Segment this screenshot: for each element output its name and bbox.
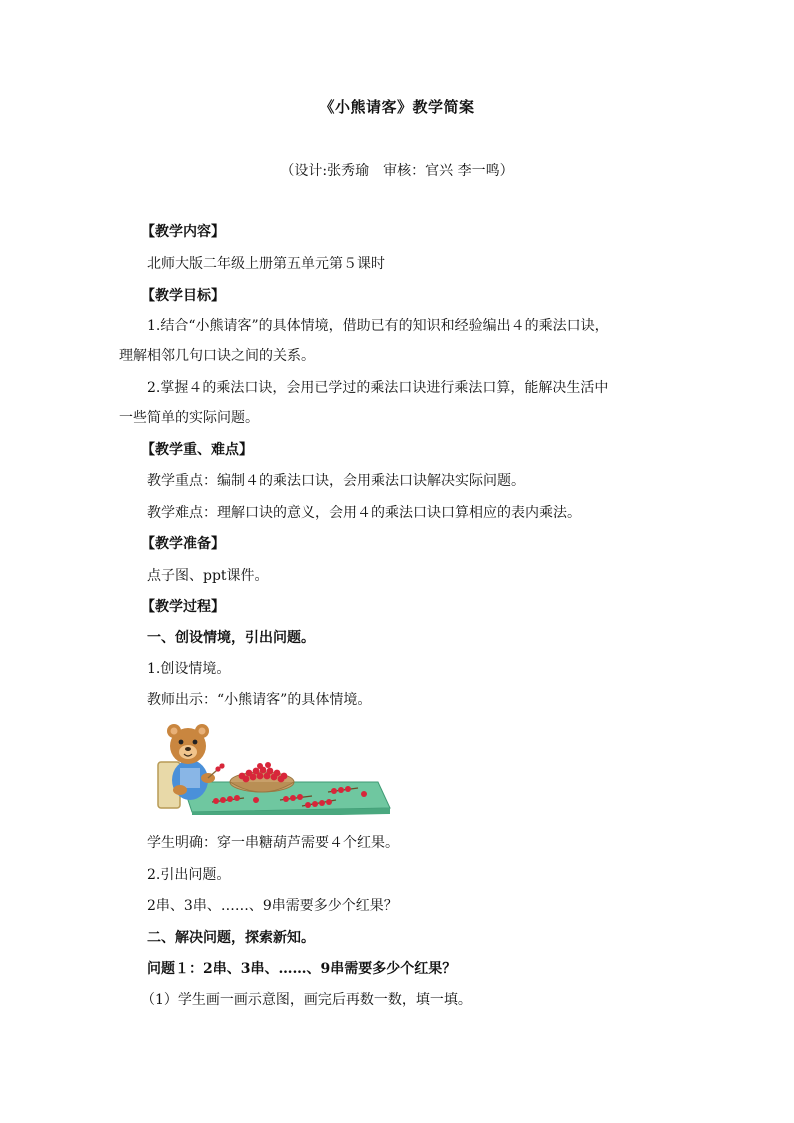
bear-making-candied-haws-icon: [152, 720, 392, 815]
problem1: 问题１：2串、3串、……、9串需要多少个红果？: [147, 961, 457, 977]
step2-title: 二、解决问题，探索新知。: [147, 930, 315, 946]
problem1-sub: （1）学生画一画示意图，画完后再数一数，填一填。: [141, 992, 472, 1008]
difficult-point: 教学难点：理解口诀的意义，会用４的乘法口诀口算相应的表内乘法。: [147, 505, 581, 521]
goal2-line2: 一些简单的实际问题。: [119, 410, 259, 426]
goal2-line1: 2.掌握４的乘法口诀，会用已学过的乘法口诀进行乘法口算，能解决生活中: [147, 380, 609, 396]
designer-credit: （设计:张秀瑜 审核：官兴 李一鸣）: [280, 163, 514, 179]
step1-sub1: 1.创设情境。: [147, 661, 231, 677]
key-point: 教学重点：编制４的乘法口诀，会用乘法口诀解决实际问题。: [147, 473, 525, 489]
content-text: 北师大版二年级上册第五单元第５课时: [147, 256, 385, 272]
prep-text: 点子图、ppt课件。: [147, 568, 269, 584]
page-title: 《小熊请客》教学简案: [319, 98, 475, 116]
step1-sub2: 2.引出问题。: [147, 867, 231, 883]
student-clear: 学生明确：穿一串糖葫芦需要４个红果。: [147, 835, 399, 851]
goal1-line2: 理解相邻几句口诀之间的关系。: [119, 348, 315, 364]
process-heading: 【教学过程】: [141, 599, 225, 615]
content-heading: 【教学内容】: [141, 224, 225, 240]
prep-heading: 【教学准备】: [141, 536, 225, 552]
goals-heading: 【教学目标】: [141, 288, 225, 304]
teacher-show: 教师出示：“小熊请客”的具体情境。: [147, 692, 372, 708]
question-line: 2串、3串、……、9串需要多少个红果？: [147, 898, 398, 914]
key-heading: 【教学重、难点】: [141, 442, 253, 458]
step1-title: 一、创设情境，引出问题。: [147, 630, 315, 646]
goal1-line1: 1.结合“小熊请客”的具体情境，借助已有的知识和经验编出４的乘法口诀，: [147, 318, 609, 334]
